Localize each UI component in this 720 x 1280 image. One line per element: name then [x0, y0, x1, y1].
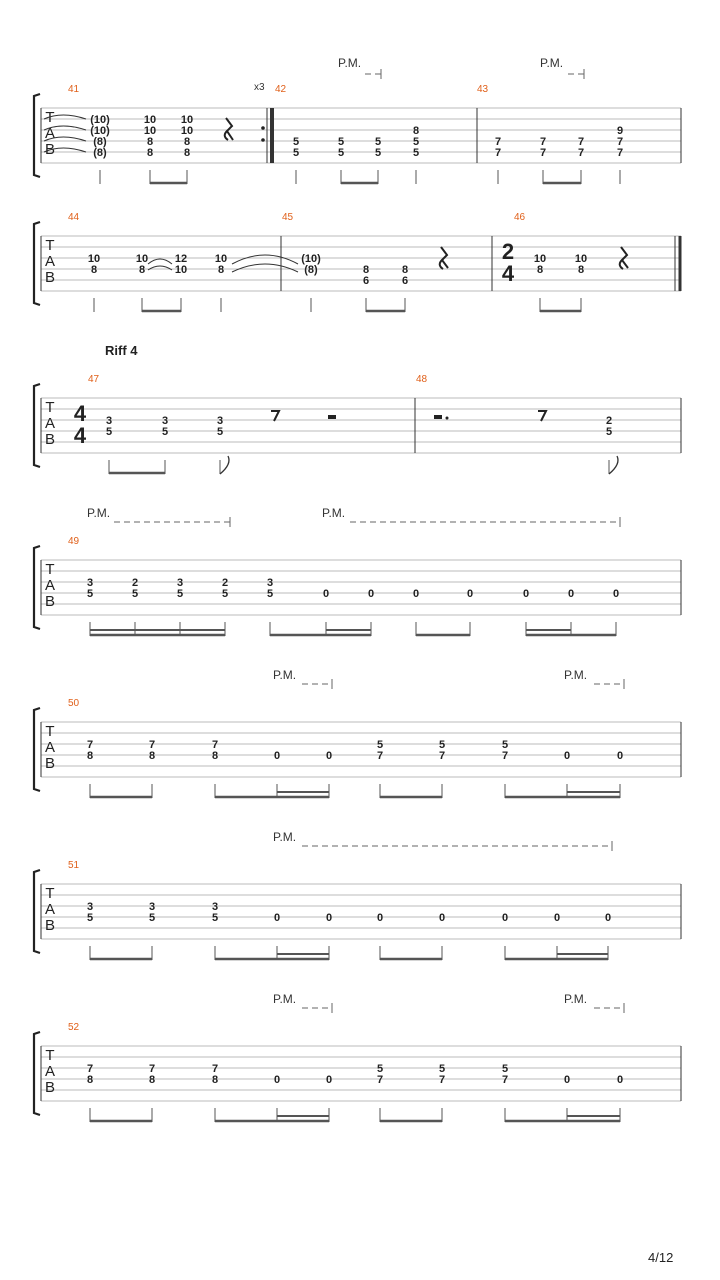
tab-letter: T: [45, 237, 55, 254]
palm-mute-label: P.M.: [564, 668, 588, 682]
measure-number: 51: [68, 860, 80, 871]
fret-number: 5: [131, 588, 139, 600]
tab-letter: A: [44, 577, 56, 594]
fret-number: 0: [273, 750, 281, 762]
fret-number: 7: [501, 1074, 509, 1086]
fret-number: 8: [148, 1074, 156, 1086]
fret-number: 12: [174, 253, 188, 265]
fret-number: 0: [325, 1074, 333, 1086]
fret-number: 5: [337, 136, 345, 148]
fret-number: 5: [337, 147, 345, 159]
fret-number: 2: [605, 415, 613, 427]
fret-number: 8: [90, 264, 98, 276]
fret-number: 7: [86, 1063, 94, 1075]
fret-number: 5: [605, 426, 613, 438]
fret-number: 0: [616, 1074, 624, 1086]
staff-bracket: [34, 870, 40, 953]
fret-number: 10: [574, 253, 588, 265]
fret-number: 7: [494, 147, 502, 159]
tab-letter: T: [45, 399, 55, 416]
tab-letter: T: [45, 723, 55, 740]
note-flag: [220, 456, 229, 474]
fret-number: 5: [221, 588, 229, 600]
time-signature: 4: [73, 401, 87, 426]
fret-number: 7: [211, 1063, 219, 1075]
fret-number: (10): [90, 125, 110, 137]
fret-number: 5: [376, 739, 384, 751]
measure-number: 47: [88, 374, 100, 385]
tab-letter: A: [44, 415, 56, 432]
fret-number: 10: [135, 253, 149, 265]
palm-mute-label: P.M.: [273, 668, 297, 682]
palm-mute-label: P.M.: [564, 992, 588, 1006]
rest-dot: [446, 417, 449, 420]
fret-number: 7: [616, 136, 624, 148]
half-rest: [434, 415, 442, 419]
tab-letter: A: [44, 901, 56, 918]
fret-number: 3: [86, 901, 94, 913]
tab-staff: [34, 870, 681, 953]
fret-number: 5: [176, 588, 184, 600]
fret-number: 10: [143, 125, 157, 137]
fret-number: 8: [217, 264, 225, 276]
tab-letter: T: [45, 561, 55, 578]
fret-number: 6: [401, 275, 409, 287]
fret-number: 0: [501, 912, 509, 924]
fret-number: 5: [412, 136, 420, 148]
fret-number: 3: [211, 901, 219, 913]
fret-number: 10: [87, 253, 101, 265]
fret-number: 0: [466, 588, 474, 600]
fret-number: 9: [616, 125, 624, 137]
fret-number: 10: [174, 264, 188, 276]
fret-number: 0: [616, 750, 624, 762]
staff-bracket: [34, 384, 40, 467]
measure-number: 42: [275, 84, 287, 95]
fret-number: 7: [577, 147, 585, 159]
tab-letter: T: [45, 885, 55, 902]
fret-number: 5: [292, 147, 300, 159]
palm-mute-label: P.M.: [87, 506, 111, 520]
fret-number: 7: [211, 739, 219, 751]
fret-number: 7: [376, 1074, 384, 1086]
fret-number: 8: [412, 125, 420, 137]
tab-letter: B: [44, 755, 56, 772]
measure-number: 50: [68, 698, 80, 709]
fret-number: 3: [176, 577, 184, 589]
slur-arc: [148, 259, 172, 264]
fret-number: 0: [604, 912, 612, 924]
measure-number: 52: [68, 1022, 80, 1033]
repeat-count: x3: [254, 82, 265, 93]
staff-bracket: [34, 708, 40, 791]
fret-number: 10: [533, 253, 547, 265]
fret-number: 8: [211, 1074, 219, 1086]
fret-number: 0: [612, 588, 620, 600]
fret-number: 3: [161, 415, 169, 427]
staff-bracket: [34, 546, 40, 629]
time-signature: 4: [73, 423, 87, 448]
fret-number: 10: [143, 114, 157, 126]
measure-number: 45: [282, 212, 294, 223]
page-number: 4/12: [648, 1250, 674, 1265]
fret-number: 7: [494, 136, 502, 148]
fret-number: 0: [376, 912, 384, 924]
fret-number: 8: [148, 750, 156, 762]
tab-letter: T: [45, 1047, 55, 1064]
staff-bracket: [34, 1032, 40, 1115]
tab-letter: A: [44, 1063, 56, 1080]
measure-number: 43: [477, 84, 489, 95]
tab-letter: B: [44, 141, 56, 158]
measure-number: 44: [68, 212, 80, 223]
palm-mute-label: P.M.: [273, 992, 297, 1006]
fret-number: 3: [86, 577, 94, 589]
fret-number: 5: [412, 147, 420, 159]
fret-number: 5: [438, 739, 446, 751]
staff-bracket: [34, 94, 40, 177]
fret-number: 0: [325, 750, 333, 762]
staff-bracket: [34, 222, 40, 305]
fret-number: 8: [146, 147, 154, 159]
fret-number: 8: [138, 264, 146, 276]
fret-number: 7: [539, 136, 547, 148]
fret-number: 8: [211, 750, 219, 762]
fret-number: 10: [180, 114, 194, 126]
fret-number: 8: [401, 264, 409, 276]
fret-number: 2: [131, 577, 139, 589]
fret-number: 3: [148, 901, 156, 913]
fret-number: 5: [148, 912, 156, 924]
palm-mute-label: P.M.: [322, 506, 346, 520]
fret-number: 8: [577, 264, 585, 276]
fret-number: 3: [105, 415, 113, 427]
tab-letter: B: [44, 269, 56, 286]
fret-number: 5: [266, 588, 274, 600]
fret-number: 0: [563, 750, 571, 762]
fret-number: 8: [146, 136, 154, 148]
fret-number: 5: [438, 1063, 446, 1075]
tab-staff: [34, 708, 681, 791]
fret-number: 0: [567, 588, 575, 600]
fret-number: 0: [273, 912, 281, 924]
fret-number: 7: [86, 739, 94, 751]
fret-number: 0: [325, 912, 333, 924]
tab-letter: B: [44, 431, 56, 448]
fret-number: (8): [93, 147, 107, 159]
fret-number: 5: [376, 1063, 384, 1075]
tie-arc: [232, 255, 298, 264]
fret-number: 5: [86, 588, 94, 600]
fret-number: 5: [161, 426, 169, 438]
fret-number: 5: [374, 136, 382, 148]
fret-number: 5: [105, 426, 113, 438]
time-signature: 2: [501, 239, 515, 264]
measure-number: 41: [68, 84, 80, 95]
fret-number: 0: [322, 588, 330, 600]
fret-number: 0: [522, 588, 530, 600]
fret-number: 5: [86, 912, 94, 924]
fret-number: 5: [292, 136, 300, 148]
fret-number: 8: [183, 147, 191, 159]
half-rest: [328, 415, 336, 419]
fret-number: (8): [304, 264, 318, 276]
measure-number: 48: [416, 374, 428, 385]
fret-number: 8: [362, 264, 370, 276]
fret-number: 7: [539, 147, 547, 159]
fret-number: 3: [216, 415, 224, 427]
tab-letter: B: [44, 593, 56, 610]
quarter-rest: [225, 118, 233, 140]
fret-number: (10): [301, 253, 321, 265]
fret-number: 8: [86, 1074, 94, 1086]
fret-number: 0: [438, 912, 446, 924]
fret-number: 7: [501, 750, 509, 762]
measure-number: 46: [514, 212, 526, 223]
fret-number: 10: [180, 125, 194, 137]
fret-number: 7: [376, 750, 384, 762]
fret-number: 0: [273, 1074, 281, 1086]
fret-number: 5: [211, 912, 219, 924]
tab-letter: T: [45, 109, 55, 126]
fret-number: (10): [90, 114, 110, 126]
palm-mute-label: P.M.: [273, 830, 297, 844]
measure-number: 49: [68, 536, 80, 547]
tab-letter: B: [44, 1079, 56, 1096]
fret-number: 7: [616, 147, 624, 159]
fret-number: 8: [183, 136, 191, 148]
note-flag: [609, 456, 618, 474]
repeat-dot: [261, 126, 265, 130]
fret-number: 8: [86, 750, 94, 762]
tab-staff: [34, 384, 681, 467]
fret-number: 10: [214, 253, 228, 265]
section-label: Riff 4: [105, 343, 138, 358]
tab-letter: B: [44, 917, 56, 934]
tab-letter: A: [44, 253, 56, 270]
fret-number: 5: [374, 147, 382, 159]
fret-number: 0: [553, 912, 561, 924]
time-signature: 4: [501, 261, 515, 286]
fret-number: 0: [367, 588, 375, 600]
fret-number: 7: [438, 750, 446, 762]
repeat-dot: [261, 138, 265, 142]
fret-number: 3: [266, 577, 274, 589]
fret-number: 5: [501, 1063, 509, 1075]
palm-mute-label: P.M.: [540, 56, 564, 70]
fret-number: 2: [221, 577, 229, 589]
fret-number: 7: [577, 136, 585, 148]
tab-letter: A: [44, 739, 56, 756]
fret-number: 5: [216, 426, 224, 438]
fret-number: 5: [501, 739, 509, 751]
tab-letter: A: [44, 125, 56, 142]
tab-staff: [34, 1032, 681, 1115]
fret-number: 0: [563, 1074, 571, 1086]
fret-number: 0: [412, 588, 420, 600]
fret-number: 7: [148, 739, 156, 751]
tie-arc: [232, 264, 298, 272]
palm-mute-label: P.M.: [338, 56, 362, 70]
fret-number: 6: [362, 275, 370, 287]
fret-number: 8: [536, 264, 544, 276]
fret-number: 7: [148, 1063, 156, 1075]
fret-number: 7: [438, 1074, 446, 1086]
fret-number: (8): [93, 136, 107, 148]
